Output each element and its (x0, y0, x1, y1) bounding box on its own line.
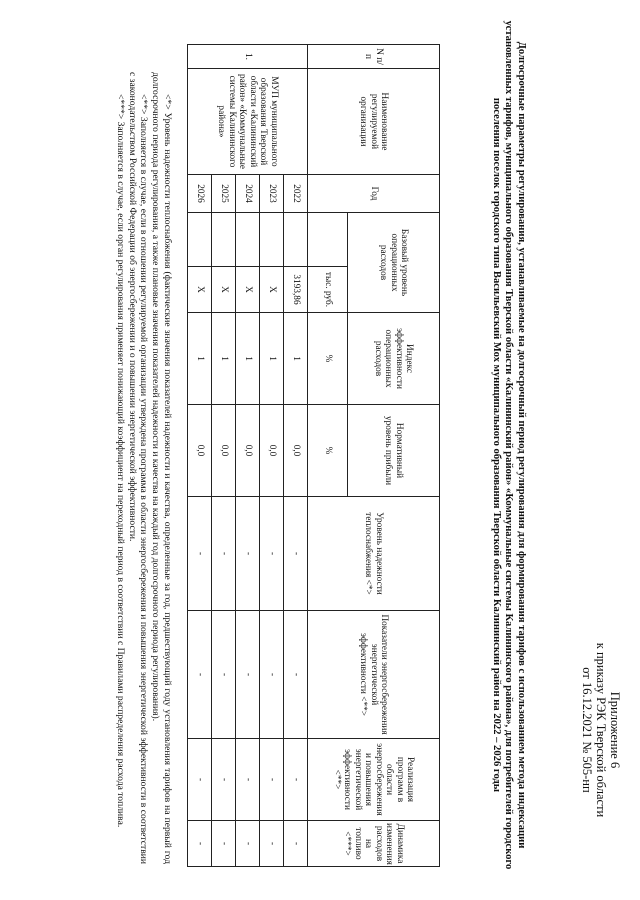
footnote-energy: <**> Заполняется в случае, если в отношении регулируемой организации утверждена программа в области энергосбережения и повышения энергетической эффективности в соответствии с законодательством Российской Федерации об энергосбережении и о повышении энергетической эффективности. (126, 72, 150, 864)
cell-year: 2026 (188, 175, 212, 213)
col-header-reliability: Уровень надежности теплоснабжения <*> (308, 497, 440, 611)
cell-program: - (188, 739, 212, 821)
parameters-table (187, 44, 440, 867)
cell-program: - (236, 739, 260, 821)
cell-base: Х (260, 267, 284, 313)
col-header-energy: Показатели энергосбережения энергетической эффективности <**> (308, 611, 440, 739)
cell-energy: - (284, 611, 308, 739)
unit-profit: % (308, 405, 348, 497)
cell-profit: 0,0 (212, 405, 236, 497)
cell-energy: - (236, 611, 260, 739)
col-header-profit: Нормативный уровень прибыли (348, 405, 440, 497)
unit-index: % (308, 313, 348, 405)
appendix-number: Приложение 6 (608, 691, 622, 769)
cell-program: - (212, 739, 236, 821)
cell-reliability: - (260, 497, 284, 611)
cell-year: 2023 (260, 175, 284, 213)
cell-fuel: - (236, 821, 260, 867)
cell-fuel: - (260, 821, 284, 867)
cell-year: 2024 (236, 175, 260, 213)
org-name: МУП муниципального образования Тверской области «Калининский район» «Коммунальные системы Калининского района» (188, 69, 308, 175)
cell-energy: - (188, 611, 212, 739)
cell-base: Х (188, 267, 212, 313)
document-title: Долгосрочные параметры регулирования, устанавливаемые на долгосрочный период регулирования для формирования тарифов с использованием метода индексации установленных тарифов, муниципального образования Тверской области «Калининский район» «Коммунальные системы Калининского района», для потребителей городского поселения поселок городского типа Васильевский Мох муниципального образования Тверской области Калининский район на 2022 – 2026 годы (491, 20, 527, 870)
footnote-fuel: <***> Заполняется в случае, если орган регулирования применяет понижающий коэффициент на переходный период в соответствии с Правилами распределения расхода топлива. (114, 94, 126, 828)
col-header-org: Наименование регулируемой организации (308, 69, 440, 175)
cell-profit: 0,0 (260, 405, 284, 497)
cell-energy: - (212, 611, 236, 739)
cell-index: 1 (212, 313, 236, 405)
cell-reliability: - (188, 497, 212, 611)
col-header-index: Индекс эффективности операционных расходов (348, 313, 440, 405)
cell-reliability: - (284, 497, 308, 611)
cell-reliability: - (212, 497, 236, 611)
cell-index: 1 (188, 313, 212, 405)
cell-program: - (284, 739, 308, 821)
cell-energy: - (260, 611, 284, 739)
cell-base: Х (236, 267, 260, 313)
cell-index: 1 (284, 313, 308, 405)
cell-fuel: - (188, 821, 212, 867)
cell-profit: 0,0 (284, 405, 308, 497)
footnotes (114, 72, 173, 864)
cell-base: 3193,86 (284, 267, 308, 313)
footnote-reliability: <*> Уровень надежности теплоснабжения (фактические значения показателей надежности и качества, определенные за год, предшествующий году установления тарифов на первый год долгосрочного периода регулирования, а также плановые значения показателей надежности и качества на каждый год долгосрочного периода регулирования). (150, 72, 173, 864)
cell-fuel: - (284, 821, 308, 867)
appendix-order-date: от 16.12.2021 № 505-нп (580, 667, 594, 793)
col-header-program: Реализация программ в области энергосбережения и повышения энергетической эффективности <**> (308, 739, 440, 821)
cell-fuel: - (212, 821, 236, 867)
cell-program: - (260, 739, 284, 821)
unit-base: тыс. руб. (308, 267, 348, 313)
cell-base: Х (212, 267, 236, 313)
appendix-order-ref: к приказу РЭК Тверской области (594, 642, 608, 818)
col-header-fuel: Динамика изменения расходов на топливо <***> (308, 821, 440, 867)
cell-year: 2025 (212, 175, 236, 213)
col-header-num: N п/п (308, 45, 440, 69)
cell-index: 1 (236, 313, 260, 405)
cell-year: 2022 (284, 175, 308, 213)
col-header-base: Базовый уровень операционных расходов (348, 213, 440, 313)
col-header-year: Год (308, 175, 440, 213)
table-header-row (348, 45, 440, 867)
cell-reliability: - (236, 497, 260, 611)
cell-profit: 0,0 (188, 405, 212, 497)
appendix-header (580, 600, 622, 860)
cell-index: 1 (260, 313, 284, 405)
table-row (284, 45, 308, 867)
cell-profit: 0,0 (236, 405, 260, 497)
row-number: 1. (188, 45, 308, 69)
